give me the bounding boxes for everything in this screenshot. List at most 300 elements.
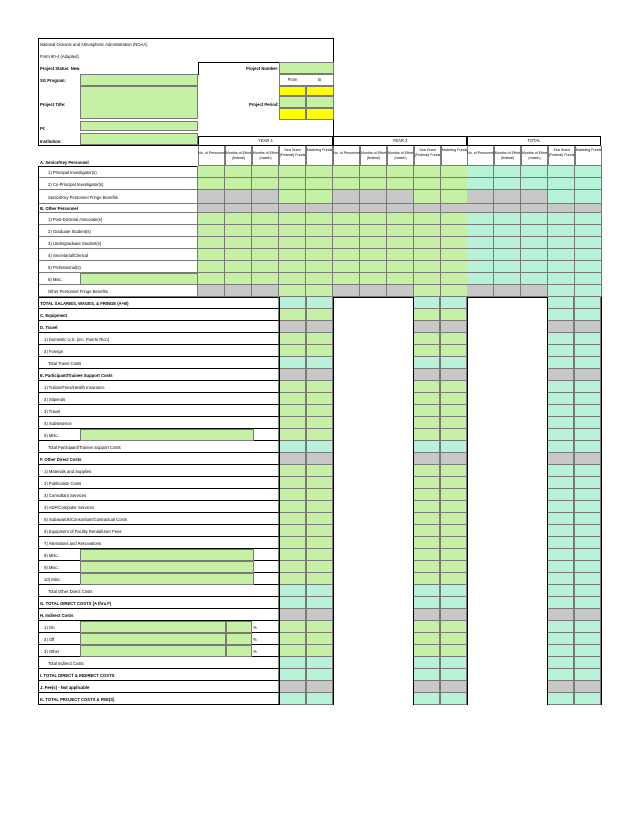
budget-input-cell[interactable] (414, 237, 441, 249)
budget-input-cell[interactable] (548, 213, 575, 225)
budget-input-cell[interactable] (306, 225, 333, 237)
budget-input-cell[interactable] (414, 261, 441, 273)
budget-input-cell[interactable] (440, 297, 467, 309)
budget-input-cell[interactable] (441, 213, 468, 225)
budget-input-cell[interactable] (306, 190, 333, 204)
budget-input-cell[interactable] (548, 166, 575, 178)
budget-input-cell[interactable] (467, 249, 494, 261)
budget-input-cell[interactable] (413, 693, 440, 705)
budget-input-cell[interactable] (548, 225, 575, 237)
budget-input-cell[interactable] (306, 237, 333, 249)
budget-input-cell[interactable] (494, 237, 521, 249)
budget-input-cell[interactable] (467, 213, 494, 225)
budget-input-cell[interactable] (279, 537, 306, 549)
budget-input-cell[interactable] (547, 333, 574, 345)
budget-input-cell[interactable] (413, 549, 440, 561)
budget-input-cell[interactable] (225, 166, 252, 178)
budget-input-cell[interactable] (548, 237, 575, 249)
budget-input-cell[interactable] (413, 537, 440, 549)
budget-input-cell[interactable] (494, 178, 521, 190)
budget-input-cell[interactable] (575, 261, 602, 273)
budget-input-cell[interactable] (413, 573, 440, 585)
budget-input-cell[interactable] (440, 681, 467, 693)
budget-input-cell[interactable] (360, 237, 387, 249)
budget-input-cell[interactable] (333, 261, 360, 273)
budget-input-cell[interactable] (440, 489, 467, 501)
budget-input-cell[interactable] (574, 297, 601, 309)
budget-input-cell[interactable] (494, 166, 521, 178)
budget-input-cell[interactable] (333, 166, 360, 178)
budget-input-cell[interactable] (252, 213, 279, 225)
budget-input-cell[interactable] (547, 465, 574, 477)
budget-input-cell[interactable] (279, 693, 306, 705)
budget-input-cell[interactable] (360, 261, 387, 273)
budget-input-cell[interactable] (198, 166, 225, 178)
budget-input-cell[interactable] (306, 429, 333, 441)
period-to-3[interactable] (306, 108, 334, 120)
budget-input-cell[interactable] (306, 393, 333, 405)
budget-input-cell[interactable] (306, 597, 333, 609)
budget-input-cell[interactable] (306, 573, 333, 585)
budget-input-cell[interactable] (467, 225, 494, 237)
budget-input-cell[interactable] (547, 573, 574, 585)
budget-input-cell[interactable] (413, 441, 440, 453)
budget-input-cell[interactable] (440, 549, 467, 561)
budget-input-cell[interactable] (574, 561, 601, 573)
budget-input-cell[interactable] (413, 477, 440, 489)
budget-input-cell[interactable] (548, 261, 575, 273)
budget-input-cell[interactable] (279, 249, 306, 261)
budget-input-cell[interactable] (279, 225, 306, 237)
budget-input-cell[interactable] (547, 501, 574, 513)
budget-input-cell[interactable] (547, 309, 574, 321)
budget-input-cell[interactable] (360, 213, 387, 225)
budget-input-cell[interactable] (279, 417, 306, 429)
budget-input-cell[interactable] (279, 178, 306, 190)
budget-input-cell[interactable] (413, 645, 440, 657)
budget-input-cell[interactable] (467, 166, 494, 178)
budget-input-cell[interactable] (575, 285, 602, 297)
budget-input-cell[interactable] (547, 645, 574, 657)
budget-input-cell[interactable] (306, 681, 333, 693)
budget-input-cell[interactable] (440, 381, 467, 393)
budget-input-cell[interactable] (467, 178, 494, 190)
budget-input-cell[interactable] (225, 249, 252, 261)
budget-input-cell[interactable] (279, 309, 306, 321)
budget-input-cell[interactable] (574, 393, 601, 405)
budget-input-cell[interactable] (414, 190, 441, 204)
budget-input-cell[interactable] (547, 549, 574, 561)
budget-input-cell[interactable] (414, 178, 441, 190)
budget-input-cell[interactable] (360, 166, 387, 178)
budget-input-cell[interactable] (547, 597, 574, 609)
budget-input-cell[interactable] (547, 657, 574, 669)
budget-input-cell[interactable] (279, 621, 306, 633)
budget-input-cell[interactable] (575, 190, 602, 204)
budget-input-cell[interactable] (252, 225, 279, 237)
budget-input-cell[interactable] (413, 393, 440, 405)
budget-input-cell[interactable] (252, 166, 279, 178)
budget-input-cell[interactable] (574, 573, 601, 585)
budget-input-cell[interactable] (441, 237, 468, 249)
period-from-1[interactable] (279, 86, 306, 96)
budget-input-cell[interactable] (279, 285, 306, 297)
budget-input-cell[interactable] (521, 237, 548, 249)
budget-input-cell[interactable] (279, 681, 306, 693)
budget-input-cell[interactable] (440, 345, 467, 357)
budget-input-cell[interactable] (279, 381, 306, 393)
budget-input-cell[interactable] (387, 225, 414, 237)
budget-input-cell[interactable] (547, 537, 574, 549)
budget-input-cell[interactable] (306, 213, 333, 225)
budget-input-cell[interactable] (306, 657, 333, 669)
budget-input-cell[interactable] (333, 237, 360, 249)
budget-input-cell[interactable] (413, 489, 440, 501)
budget-input-cell[interactable] (279, 429, 306, 441)
budget-input-cell[interactable] (440, 501, 467, 513)
budget-input-cell[interactable] (440, 561, 467, 573)
budget-input-cell[interactable] (467, 273, 494, 285)
budget-input-cell[interactable] (574, 309, 601, 321)
budget-input-cell[interactable] (547, 681, 574, 693)
budget-input-cell[interactable] (306, 333, 333, 345)
budget-input-cell[interactable] (548, 273, 575, 285)
budget-input-cell[interactable] (440, 441, 467, 453)
misc-description-field[interactable] (80, 429, 254, 441)
budget-input-cell[interactable] (521, 225, 548, 237)
budget-input-cell[interactable] (225, 178, 252, 190)
budget-input-cell[interactable] (440, 585, 467, 597)
budget-input-cell[interactable] (441, 285, 468, 297)
budget-input-cell[interactable] (440, 465, 467, 477)
budget-input-cell[interactable] (333, 273, 360, 285)
budget-input-cell[interactable] (574, 633, 601, 645)
budget-input-cell[interactable] (279, 525, 306, 537)
budget-input-cell[interactable] (440, 525, 467, 537)
budget-input-cell[interactable] (440, 621, 467, 633)
budget-input-cell[interactable] (198, 225, 225, 237)
rate-description-field[interactable] (80, 645, 226, 657)
budget-input-cell[interactable] (306, 417, 333, 429)
budget-input-cell[interactable] (441, 249, 468, 261)
budget-input-cell[interactable] (413, 501, 440, 513)
budget-input-cell[interactable] (440, 393, 467, 405)
budget-input-cell[interactable] (414, 213, 441, 225)
budget-input-cell[interactable] (440, 645, 467, 657)
budget-input-cell[interactable] (440, 405, 467, 417)
budget-input-cell[interactable] (306, 261, 333, 273)
budget-input-cell[interactable] (279, 237, 306, 249)
budget-input-cell[interactable] (440, 429, 467, 441)
budget-input-cell[interactable] (440, 693, 467, 705)
budget-input-cell[interactable] (360, 273, 387, 285)
budget-input-cell[interactable] (225, 225, 252, 237)
budget-input-cell[interactable] (521, 249, 548, 261)
budget-input-cell[interactable] (306, 489, 333, 501)
budget-input-cell[interactable] (574, 621, 601, 633)
budget-input-cell[interactable] (440, 309, 467, 321)
budget-input-cell[interactable] (414, 249, 441, 261)
budget-input-cell[interactable] (574, 465, 601, 477)
budget-input-cell[interactable] (574, 525, 601, 537)
budget-input-cell[interactable] (547, 345, 574, 357)
budget-input-cell[interactable] (306, 549, 333, 561)
budget-input-cell[interactable] (252, 178, 279, 190)
budget-input-cell[interactable] (413, 525, 440, 537)
budget-input-cell[interactable] (279, 573, 306, 585)
budget-input-cell[interactable] (413, 345, 440, 357)
budget-input-cell[interactable] (440, 417, 467, 429)
budget-input-cell[interactable] (333, 213, 360, 225)
budget-input-cell[interactable] (306, 273, 333, 285)
budget-input-cell[interactable] (574, 657, 601, 669)
budget-input-cell[interactable] (548, 190, 575, 204)
budget-input-cell[interactable] (521, 178, 548, 190)
budget-input-cell[interactable] (387, 273, 414, 285)
budget-input-cell[interactable] (413, 657, 440, 669)
budget-input-cell[interactable] (574, 417, 601, 429)
budget-input-cell[interactable] (547, 381, 574, 393)
budget-input-cell[interactable] (547, 513, 574, 525)
budget-input-cell[interactable] (494, 273, 521, 285)
budget-input-cell[interactable] (494, 249, 521, 261)
budget-input-cell[interactable] (413, 297, 440, 309)
budget-input-cell[interactable] (575, 166, 602, 178)
budget-input-cell[interactable] (547, 693, 574, 705)
budget-input-cell[interactable] (279, 273, 306, 285)
budget-input-cell[interactable] (413, 333, 440, 345)
budget-input-cell[interactable] (440, 669, 467, 681)
budget-input-cell[interactable] (494, 261, 521, 273)
budget-input-cell[interactable] (306, 465, 333, 477)
budget-input-cell[interactable] (413, 585, 440, 597)
budget-input-cell[interactable] (306, 285, 333, 297)
budget-input-cell[interactable] (413, 381, 440, 393)
budget-input-cell[interactable] (575, 273, 602, 285)
budget-input-cell[interactable] (574, 501, 601, 513)
institution-field[interactable] (80, 133, 198, 145)
budget-input-cell[interactable] (413, 561, 440, 573)
budget-input-cell[interactable] (279, 477, 306, 489)
misc-description-field[interactable] (80, 273, 198, 285)
budget-input-cell[interactable] (548, 178, 575, 190)
budget-input-cell[interactable] (279, 297, 306, 309)
budget-input-cell[interactable] (547, 561, 574, 573)
budget-input-cell[interactable] (574, 489, 601, 501)
budget-input-cell[interactable] (441, 261, 468, 273)
budget-input-cell[interactable] (574, 513, 601, 525)
budget-input-cell[interactable] (306, 645, 333, 657)
budget-input-cell[interactable] (279, 405, 306, 417)
budget-input-cell[interactable] (440, 477, 467, 489)
budget-input-cell[interactable] (414, 225, 441, 237)
budget-input-cell[interactable] (225, 261, 252, 273)
budget-input-cell[interactable] (574, 477, 601, 489)
period-to-2[interactable] (306, 96, 334, 108)
budget-input-cell[interactable] (360, 249, 387, 261)
budget-input-cell[interactable] (306, 178, 333, 190)
budget-input-cell[interactable] (521, 213, 548, 225)
budget-input-cell[interactable] (387, 237, 414, 249)
budget-input-cell[interactable] (574, 441, 601, 453)
budget-input-cell[interactable] (521, 273, 548, 285)
budget-input-cell[interactable] (306, 669, 333, 681)
budget-input-cell[interactable] (547, 405, 574, 417)
misc-description-field[interactable] (80, 549, 254, 561)
budget-input-cell[interactable] (574, 693, 601, 705)
budget-input-cell[interactable] (521, 261, 548, 273)
budget-input-cell[interactable] (252, 273, 279, 285)
budget-input-cell[interactable] (440, 657, 467, 669)
project-number-field[interactable] (279, 62, 334, 74)
budget-input-cell[interactable] (413, 405, 440, 417)
pi-field[interactable] (80, 121, 198, 131)
budget-input-cell[interactable] (413, 357, 440, 369)
budget-input-cell[interactable] (306, 525, 333, 537)
budget-input-cell[interactable] (279, 333, 306, 345)
budget-input-cell[interactable] (574, 333, 601, 345)
period-to-1[interactable] (306, 86, 334, 96)
budget-input-cell[interactable] (467, 237, 494, 249)
budget-input-cell[interactable] (279, 489, 306, 501)
budget-input-cell[interactable] (225, 237, 252, 249)
budget-input-cell[interactable] (440, 333, 467, 345)
budget-input-cell[interactable] (547, 477, 574, 489)
budget-input-cell[interactable] (306, 309, 333, 321)
budget-input-cell[interactable] (414, 273, 441, 285)
budget-input-cell[interactable] (547, 417, 574, 429)
budget-input-cell[interactable] (467, 261, 494, 273)
budget-input-cell[interactable] (279, 166, 306, 178)
budget-input-cell[interactable] (279, 633, 306, 645)
budget-input-cell[interactable] (279, 357, 306, 369)
budget-input-cell[interactable] (252, 237, 279, 249)
budget-input-cell[interactable] (547, 297, 574, 309)
budget-input-cell[interactable] (333, 225, 360, 237)
budget-input-cell[interactable] (387, 178, 414, 190)
budget-input-cell[interactable] (413, 309, 440, 321)
budget-input-cell[interactable] (279, 190, 306, 204)
budget-input-cell[interactable] (306, 166, 333, 178)
budget-input-cell[interactable] (574, 429, 601, 441)
budget-input-cell[interactable] (306, 513, 333, 525)
budget-input-cell[interactable] (413, 681, 440, 693)
budget-input-cell[interactable] (279, 393, 306, 405)
budget-input-cell[interactable] (441, 178, 468, 190)
budget-input-cell[interactable] (547, 585, 574, 597)
budget-input-cell[interactable] (574, 585, 601, 597)
budget-input-cell[interactable] (306, 357, 333, 369)
budget-input-cell[interactable] (547, 669, 574, 681)
budget-input-cell[interactable] (306, 297, 333, 309)
budget-input-cell[interactable] (279, 513, 306, 525)
budget-input-cell[interactable] (306, 585, 333, 597)
budget-input-cell[interactable] (360, 178, 387, 190)
budget-input-cell[interactable] (252, 261, 279, 273)
budget-input-cell[interactable] (387, 261, 414, 273)
budget-input-cell[interactable] (574, 381, 601, 393)
budget-input-cell[interactable] (360, 225, 387, 237)
budget-input-cell[interactable] (279, 561, 306, 573)
budget-input-cell[interactable] (548, 249, 575, 261)
budget-input-cell[interactable] (306, 345, 333, 357)
budget-input-cell[interactable] (575, 237, 602, 249)
budget-input-cell[interactable] (279, 261, 306, 273)
budget-input-cell[interactable] (441, 225, 468, 237)
budget-input-cell[interactable] (548, 285, 575, 297)
budget-input-cell[interactable] (413, 669, 440, 681)
budget-input-cell[interactable] (306, 381, 333, 393)
budget-input-cell[interactable] (279, 585, 306, 597)
budget-input-cell[interactable] (440, 573, 467, 585)
budget-input-cell[interactable] (414, 285, 441, 297)
budget-input-cell[interactable] (306, 249, 333, 261)
budget-input-cell[interactable] (440, 513, 467, 525)
budget-input-cell[interactable] (413, 597, 440, 609)
budget-input-cell[interactable] (413, 465, 440, 477)
budget-input-cell[interactable] (198, 213, 225, 225)
budget-input-cell[interactable] (413, 429, 440, 441)
budget-input-cell[interactable] (414, 166, 441, 178)
budget-input-cell[interactable] (521, 166, 548, 178)
budget-input-cell[interactable] (387, 166, 414, 178)
rate-percent-field[interactable] (226, 645, 252, 657)
budget-input-cell[interactable] (387, 213, 414, 225)
budget-input-cell[interactable] (574, 537, 601, 549)
budget-input-cell[interactable] (306, 405, 333, 417)
rate-percent-field[interactable] (226, 633, 252, 645)
budget-input-cell[interactable] (306, 621, 333, 633)
budget-input-cell[interactable] (574, 669, 601, 681)
budget-input-cell[interactable] (279, 645, 306, 657)
budget-input-cell[interactable] (575, 178, 602, 190)
budget-input-cell[interactable] (574, 357, 601, 369)
budget-input-cell[interactable] (333, 178, 360, 190)
budget-input-cell[interactable] (440, 597, 467, 609)
budget-input-cell[interactable] (413, 417, 440, 429)
budget-input-cell[interactable] (547, 393, 574, 405)
budget-input-cell[interactable] (547, 357, 574, 369)
budget-input-cell[interactable] (198, 237, 225, 249)
budget-input-cell[interactable] (413, 633, 440, 645)
rate-description-field[interactable] (80, 621, 226, 633)
sg-program-field[interactable] (80, 74, 198, 86)
budget-input-cell[interactable] (306, 693, 333, 705)
budget-input-cell[interactable] (306, 477, 333, 489)
budget-input-cell[interactable] (574, 681, 601, 693)
budget-input-cell[interactable] (547, 525, 574, 537)
budget-input-cell[interactable] (306, 537, 333, 549)
budget-input-cell[interactable] (279, 657, 306, 669)
budget-input-cell[interactable] (441, 273, 468, 285)
budget-input-cell[interactable] (279, 345, 306, 357)
budget-input-cell[interactable] (387, 249, 414, 261)
budget-input-cell[interactable] (198, 261, 225, 273)
budget-input-cell[interactable] (574, 345, 601, 357)
budget-input-cell[interactable] (225, 273, 252, 285)
rate-percent-field[interactable] (226, 621, 252, 633)
budget-input-cell[interactable] (306, 441, 333, 453)
budget-input-cell[interactable] (279, 213, 306, 225)
period-from-2[interactable] (279, 96, 306, 108)
misc-description-field[interactable] (80, 561, 254, 573)
rate-description-field[interactable] (80, 633, 226, 645)
budget-input-cell[interactable] (413, 513, 440, 525)
budget-input-cell[interactable] (547, 633, 574, 645)
budget-input-cell[interactable] (306, 501, 333, 513)
project-title-field[interactable] (80, 86, 198, 119)
budget-input-cell[interactable] (575, 213, 602, 225)
